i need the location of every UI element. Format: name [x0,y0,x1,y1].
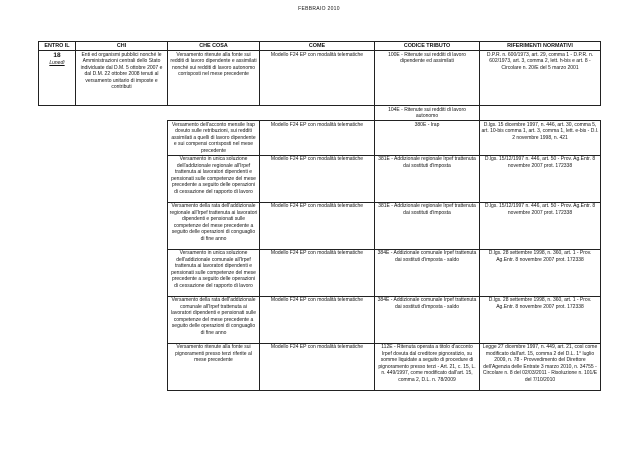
chi-cell: Enti ed organismi pubblici nonché le Amministrazioni centrali dello Stato individuate dal D.M. 5 ottobre 2007 e dal D.M. 22 ottobre 2008 tenuti al versamento unitario di imposte e contributi [76,51,168,106]
codice-tributo-text: 380E - Irap [414,121,440,128]
table-row [39,343,601,390]
codice-tributo-text: 104E - Ritenute sui redditi di lavoro autonomo [388,106,466,119]
codice-tributo-cell [375,155,480,202]
riferimenti-cell: D.lgs. 15/12/1997 n. 446, art. 50 - Prov. Ag.Entr. 8 novembre 2007 prot. 172338 [480,202,601,249]
come-cell: Modello F24 EP con modalità telematiche [260,296,375,343]
che-cosa-cell: Versamento della rata dell'addizionale regionale all'Irpef trattenuta ai lavoratori dipendenti e pensionati sulle competenze del mese precedente a seguito delle operazioni di conguaglio di fine anno [168,202,260,249]
table-row [39,249,601,296]
come-cell: Modello F24 EP con modalità telematiche [260,343,375,390]
codice-tributo-text: 381E - Addizionale regionale Irpef trattenuta dai sostituti d'imposta [378,203,476,216]
empty-cell [39,249,76,296]
che-cosa-cell: Versamento ritenute alla fonte sui redditi di lavoro dipendente e assimilati nonché sui redditi di lavoro autonomo corrisposti nel mese precedente [168,51,260,106]
come-cell: Modello F24 EP con modalità telematiche [260,121,375,156]
empty-cell [39,296,76,343]
codice-tributo-text: 381E - Addizionale regionale Irpef trattenuta dai sostituti d'imposta [378,156,476,169]
empty-cell [76,296,168,343]
schedule-table [38,41,601,391]
empty-cell [39,106,76,121]
riferimenti-cell: D.P.R. n. 600/1973, art. 29, comma 1 - D.P.R. n. 602/1973, art. 3, comma 2, lett. h-bis e art. 8 - Circolare n. 20/E del 5 marzo 2001 [480,51,601,106]
empty-cell [168,106,260,121]
empty-cell [76,343,168,390]
header-row [39,42,601,51]
empty-cell [76,121,168,156]
table-row [39,51,601,106]
empty-cell [76,202,168,249]
codice-tributo-text: 384E - Addizionale comunale Irpef trattenuta dai sostituti d'imposta - saldo [377,297,477,310]
empty-cell [39,155,76,202]
empty-cell [76,249,168,296]
empty-cell [480,106,601,121]
codice-tributo-text: 112E - Ritenuta operata a titolo d'acconto Irpef dovuta dal creditore pignoratizio, su somme liquidate a seguito di procedure di pignoramento presso terzi - Art. 21, c. 15, L. n. 449/1997, come modificato dall'art. 15, comma 2, D.L. n. 78/2009 [378,344,476,383]
riferimenti-cell: D.lgs. 15 dicembre 1997, n. 446, art. 30, comma 5, art. 10-bis comma 1, art. 3, comma 1, lett. e-bis - D.I. 2 novembre 1998, n. 421 [480,121,601,156]
empty-cell [39,202,76,249]
riferimenti-cell: Legge 27 dicembre 1997, n. 449, art. 21, così come modificato dall'art. 15, comma 2 del D.L. 1° luglio 2009, n. 78 - Provvedimento del Direttore dell'Agenzia delle Entrate 3 marzo 2010, n. 34755 - Circolare n. 8 del 02/03/2011 - Risoluzione n. 101/E del 7/10/2010 [480,343,601,390]
codice-tributo-cell [375,202,480,249]
date-cell [39,51,76,106]
due-weekday: Lunedì [49,59,65,66]
empty-cell [260,106,375,121]
codice-tributo-cell [375,121,480,156]
come-cell: Modello F24 EP con modalità telematiche [260,51,375,106]
column-header-riferimenti-normativi: RIFERIMENTI NORMATIVI [480,42,601,51]
table-row [39,155,601,202]
codice-tributo-cell [375,249,480,296]
table-row [39,106,601,121]
empty-cell [76,106,168,121]
codice-tributo-cell [375,343,480,390]
che-cosa-cell: Versamento ritenute alla fonte sui pignoramenti presso terzi riferite al mese precedente [168,343,260,390]
empty-cell [39,121,76,156]
column-header-codice-tributo: CODICE TRIBUTO [375,42,480,51]
empty-cell [76,155,168,202]
empty-cell [39,343,76,390]
page-header: FEBBRAIO 2010 [298,6,340,12]
che-cosa-cell: Versamento della rata dell'addizionale comunale all'Irpef trattenuta ai lavoratori dipendenti e pensionati sulle competenze del mese precedente a seguito delle operazioni di conguaglio di fine anno [168,296,260,343]
codice-tributo-text: 384E - Addizionale comunale Irpef trattenuta dai sostituti d'imposta - saldo [377,250,477,263]
codice-tributo-text: 100E - Ritenute sui redditi di lavoro dipendente ed assimilati [388,51,466,64]
table-row [39,296,601,343]
che-cosa-cell: Versamento in unica soluzione dell'addizionale regionale all'Irpef trattenuta ai lavoratori dipendenti e pensionati sulle competenze del mese precedente a seguito delle operazioni di cessazione del rapporto di lavoro [168,155,260,202]
column-header-che-cosa: CHE COSA [168,42,260,51]
riferimenti-cell: D.lgs. 15/12/1997 n. 446, art. 50 - Prov. Ag.Entr. 8 novembre 2007 prot. 172338 [480,155,601,202]
table-row [39,121,601,156]
column-header-entro-il: ENTRO IL [39,42,76,51]
table-row [39,202,601,249]
due-day: 18 [53,51,61,59]
riferimenti-cell: D.lgs. 28 settembre 1998, n. 360, art. 1 - Prov. Ag.Entr. 8 novembre 2007 prot. 172338 [480,249,601,296]
column-header-come: COME [260,42,375,51]
riferimenti-cell: D.lgs. 28 settembre 1998, n. 360, art. 1 - Prov. Ag.Entr. 8 novembre 2007 prot. 172338 [480,296,601,343]
codice-tributo-cell [375,106,480,121]
column-header-chi: CHI [76,42,168,51]
codice-tributo-cell [375,51,480,106]
che-cosa-cell: Versamento in unica soluzione dell'addizionale comunale all'Irpef trattenuta ai lavoratori dipendenti e pensionati sulle competenze del mese precedente a seguito delle operazioni di cessazione del rapporto di lavoro [168,249,260,296]
come-cell: Modello F24 EP con modalità telematiche [260,249,375,296]
come-cell: Modello F24 EP con modalità telematiche [260,155,375,202]
codice-tributo-cell [375,296,480,343]
che-cosa-cell: Versamento dell'acconto mensile Irap dovuto sulle retribuzioni, sui redditi assimilati a quelli di lavoro dipendente e sui compensi corrisposti nel mese precedente [168,121,260,156]
come-cell: Modello F24 EP con modalità telematiche [260,202,375,249]
